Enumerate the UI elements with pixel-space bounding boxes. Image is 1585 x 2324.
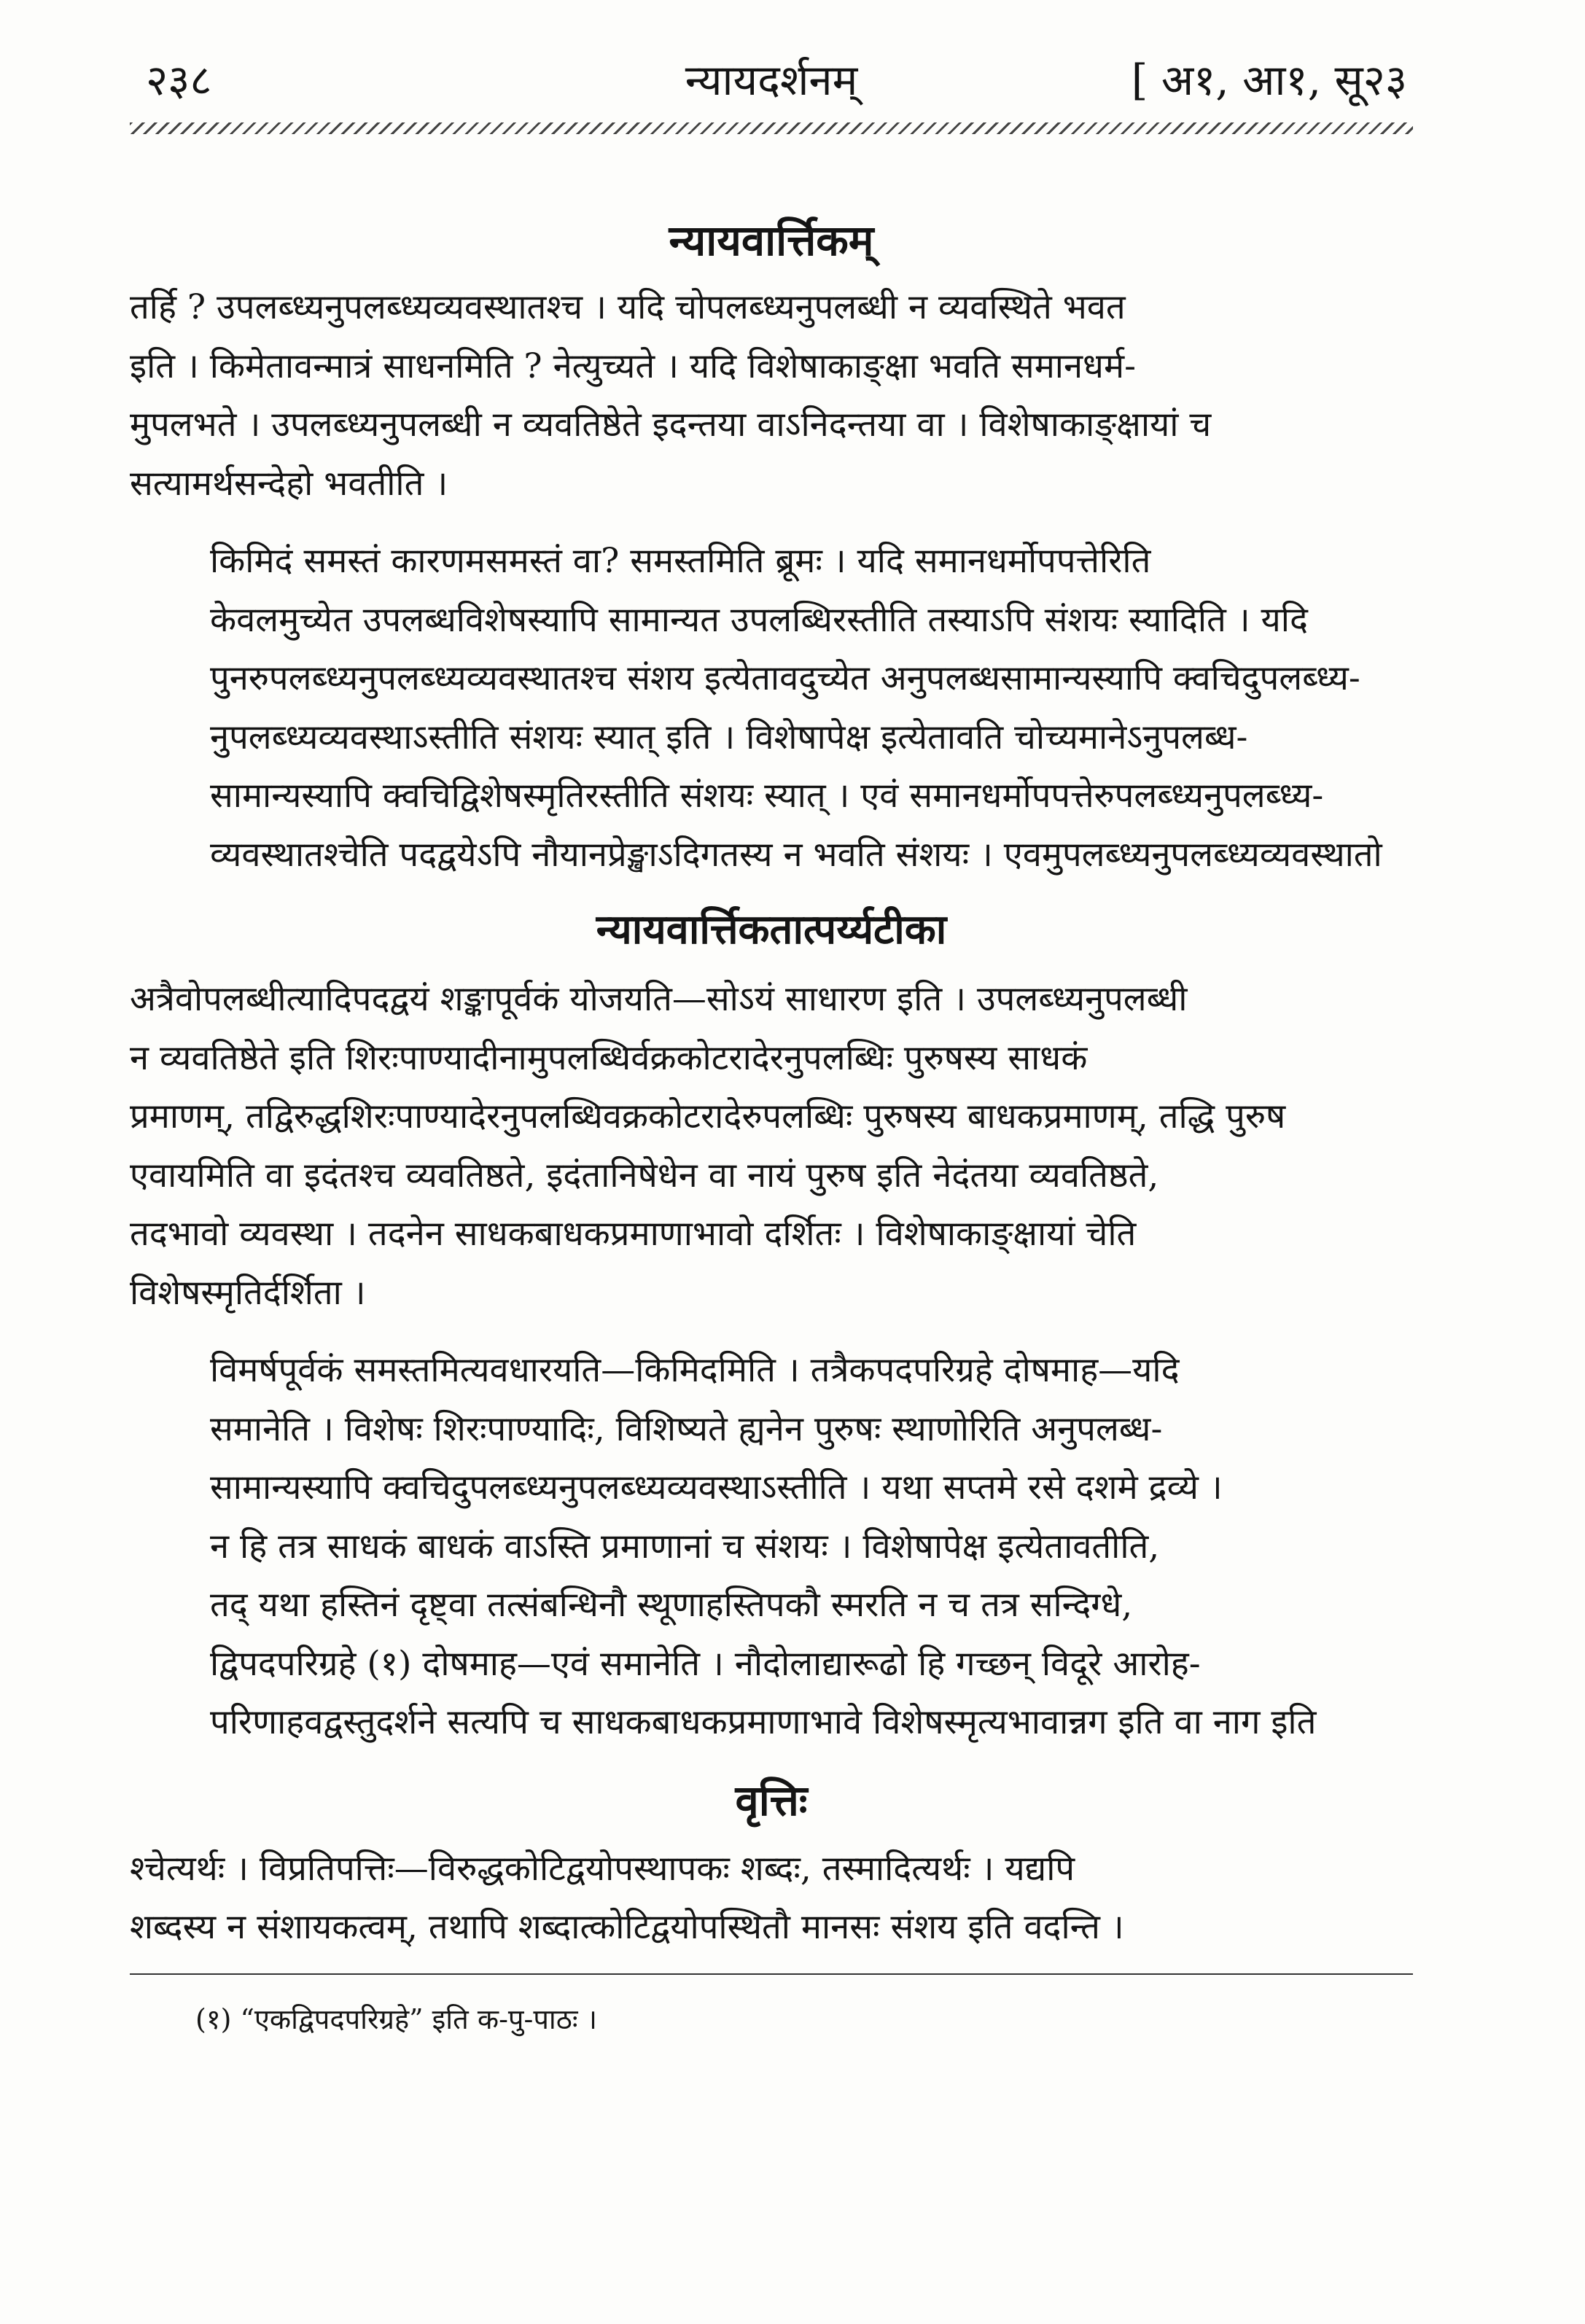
vritti-heading: वृत्तिः (735, 1775, 808, 1825)
text-line: विशेषस्मृतिर्दर्शिता । (130, 1272, 366, 1313)
text-line: नुपलब्ध्यव्यवस्थाऽस्तीति संशयः स्यात् इति । विशेषापेक्ष इत्येतावति चोच्यमानेऽनुपलब्ध- (210, 717, 1248, 757)
text-line: एवायमिति वा इदंतश्च व्यवतिष्ठते, इदंतानिषेधेन वा नायं पुरुष इति नेदंतया व्यवतिष्ठते, (130, 1155, 1159, 1196)
text-line: किमिदं समस्तं कारणमसमस्तं वा? समस्तमिति ब्रूमः । यदि समानधर्मोपपत्तेरिति (210, 541, 1151, 581)
page-header (130, 44, 1413, 124)
book-title: न्यायदर्शनम् (685, 55, 858, 105)
text-line: शब्दस्य न संशायकत्वम्, तथापि शब्दात्कोटिद्वयोपस्थितौ मानसः संशय इति वदन्ति । (130, 1907, 1124, 1947)
text-line: समानेति । विशेषः शिरःपाण्यादिः, विशिष्यते ह्यनेन पुरुषः स्थाणोरिति अनुपलब्ध- (210, 1408, 1163, 1449)
header-wavy-rule (130, 122, 1413, 134)
text-line: द्विपदपरिग्रहे (१) दोषमाह—एवं समानेति । नौदोलाद्यारूढो हि गच्छन् विदूरे आरोह- (210, 1643, 1201, 1684)
vritti-paragraph (130, 1840, 1413, 1957)
text-line: श्चेत्यर्थः । विप्रतिपत्तिः—विरुद्धकोटिद्वयोपस्थापकः शब्दः, तस्मादित्यर्थः । यद्यपि (130, 1848, 1075, 1889)
document-page (130, 44, 1413, 2038)
page-number: २३८ (146, 55, 212, 105)
text-line: प्रमाणम्, तद्विरुद्धशिरःपाण्यादेरनुपलब्धिवक्रकोटरादेरुपलब्धिः पुरुषस्य बाधकप्रमाणम्, तद्धि पुरुष (130, 1096, 1286, 1136)
text-line: न हि तत्र साधकं बाधकं वाऽस्ति प्रमाणानां च संशयः । विशेषापेक्ष इत्येतावतीति, (210, 1526, 1160, 1567)
text-line: परिणाहवद्वस्तुदर्शने सत्यपि च साधकबाधकप्रमाणाभावे विशेषस्मृत्यभावान्नग इति वा नाग इति (210, 1702, 1317, 1742)
text-line: पुनरुपलब्ध्यनुपलब्ध्यव्यवस्थातश्च संशय इत्येतावदुच्येत अनुपलब्धसामान्यस्यापि क्वचिदुपलब्ध्य- (210, 658, 1360, 698)
vartika-paragraph-1 (130, 278, 1413, 513)
footnote: (१) “एकद्विपदपरिग्रहे” इति क-पु-पाठः । (195, 2003, 598, 2035)
text-line: मुपलभते । उपलब्ध्यनुपलब्धी न व्यवतिष्ठेते इदन्तया वाऽनिदन्तया वा । विशेषाकाङ्क्षायां च (130, 405, 1212, 445)
text-line: विमर्षपूर्वकं समस्तमित्यवधारयति—किमिदमिति । तत्रैकपदपरिग्रहे दोषमाह—यदि (210, 1350, 1180, 1390)
vartika-paragraph-2 (130, 532, 1413, 884)
text-line: अत्रैवोपलब्धीत्यादिपदद्वयं शङ्कापूर्वकं योजयति—सोऽयं साधारण इति । उपलब्ध्यनुपलब्धी (130, 979, 1188, 1019)
text-line: सामान्यस्यापि क्वचिदुपलब्ध्यनुपलब्ध्यव्यवस्थाऽस्तीति । यथा सप्तमे रसे दशमे द्रव्ये । (210, 1467, 1223, 1508)
tika-paragraph-2 (130, 1341, 1413, 1752)
text-line: तर्हि ? उपलब्ध्यनुपलब्ध्यव्यवस्थातश्च । यदि चोपलब्ध्यनुपलब्धी न व्यवस्थिते भवत (130, 287, 1126, 327)
text-line: केवलमुच्येत उपलब्धविशेषस्यापि सामान्यत उपलब्धिरस्तीति तस्याऽपि संशयः स्यादिति । यदि (210, 599, 1308, 640)
text-line: व्यवस्थातश्चेति पदद्वयेऽपि नौयानप्रेङ्खाऽदिगतस्य न भवति संशयः । एवमुपलब्ध्यनुपलब्ध्यव्यवस्थातो (210, 834, 1382, 875)
text-line: इति । किमेतावन्मात्रं साधनमिति ? नेत्युच्यते । यदि विशेषाकाङ्क्षा भवति समानधर्म- (130, 346, 1136, 386)
text-line: न व्यवतिष्ठेते इति शिरःपाण्यादीनामुपलब्धिर्वक्रकोटरादेरनुपलब्धिः पुरुषस्य साधकं (130, 1037, 1088, 1078)
sutra-reference: [ अ१, आ१, सू२३ (1131, 55, 1407, 105)
text-line: तदभावो व्यवस्था । तदनेन साधकबाधकप्रमाणाभावो दर्शितः । विशेषाकाङ्क्षायां चेति (130, 1214, 1137, 1254)
tika-heading: न्यायवार्त्तिकतात्पर्य्यटीका (596, 905, 947, 954)
text-line: तद् यथा हस्तिनं दृष्ट्वा तत्संबन्धिनौ स्थूणाहस्तिपकौ स्मरति न च तत्र सन्दिग्धे, (210, 1585, 1133, 1625)
text-line: सामान्यस्यापि क्वचिद्विशेषस्मृतिरस्तीति संशयः स्यात् । एवं समानधर्मोपपत्तेरुपलब्ध्यनुपलब्ध्य- (210, 776, 1324, 816)
text-line: सत्यामर्थसन्देहो भवतीति । (130, 463, 448, 504)
footnote-divider (130, 1973, 1413, 1975)
tika-paragraph-1 (130, 970, 1413, 1322)
vartika-heading: न्यायवार्त्तिकम् (669, 216, 874, 265)
